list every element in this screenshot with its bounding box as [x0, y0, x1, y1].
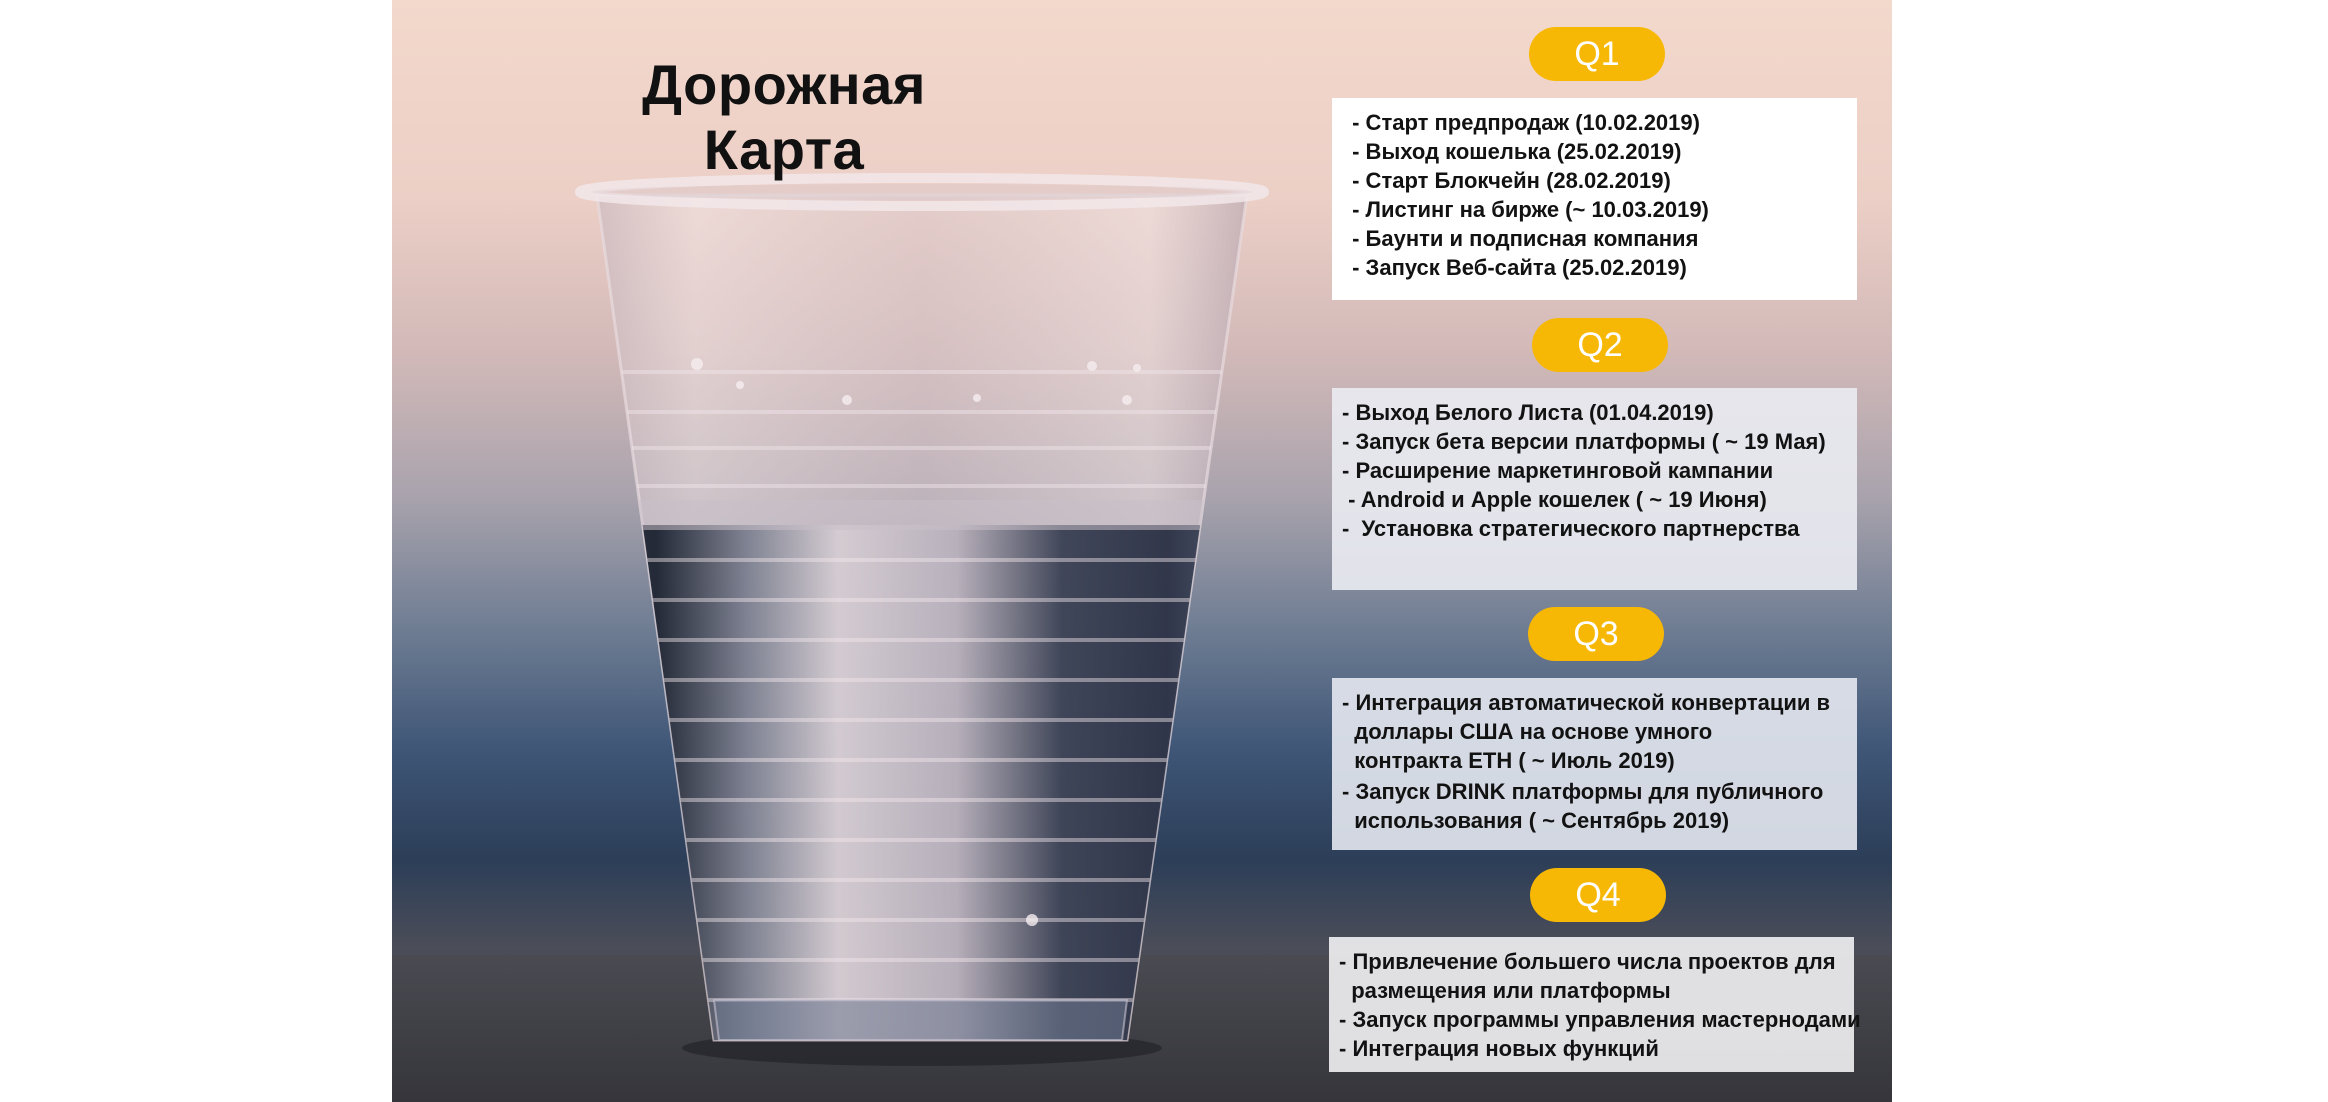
- list-item: - Запуск DRINK платформы для публичного: [1342, 779, 1824, 804]
- list-item: размещения или платформы: [1339, 978, 1671, 1003]
- list-item: - Выход кошелька (25.02.2019): [1346, 139, 1682, 164]
- list-item: - Android и Apple кошелек ( ~ 19 Июня): [1342, 487, 1767, 512]
- page-title: Дорожная Карта: [642, 53, 926, 181]
- list-item: - Интеграция новых функций: [1339, 1036, 1659, 1061]
- q4-badge: Q4: [1530, 868, 1666, 922]
- list-item: - Выход Белого Листа (01.04.2019): [1342, 400, 1714, 425]
- list-item: - Интеграция автоматической конвертации в: [1342, 690, 1831, 715]
- list-item: - Листинг на бирже (~ 10.03.2019): [1346, 197, 1709, 222]
- list-item: - Старт Блокчейн (28.02.2019): [1346, 168, 1671, 193]
- list-item: - Запуск бета версии платформы ( ~ 19 Мая): [1342, 429, 1826, 454]
- q2-milestones: [1332, 388, 1857, 590]
- q1-milestones: [1332, 98, 1857, 300]
- q4-milestones: [1329, 937, 1861, 1072]
- list-item: - Запуск Веб-сайта (25.02.2019): [1346, 255, 1687, 280]
- list-item: - Запуск программы управления мастернодами: [1339, 1007, 1861, 1032]
- list-item: контракта ETH ( ~ Июль 2019): [1342, 748, 1675, 773]
- list-item: - Привлечение большего числа проектов для: [1339, 949, 1836, 974]
- q3-badge: Q3: [1528, 607, 1664, 661]
- list-item: - Установка стратегического партнерства: [1342, 516, 1800, 541]
- list-item: использования ( ~ Сентябрь 2019): [1342, 808, 1730, 833]
- q2-badge: Q2: [1532, 318, 1668, 372]
- roadmap-slide: [392, 0, 1892, 1102]
- list-item: - Расширение маркетинговой кампании: [1342, 458, 1774, 483]
- list-item: доллары США на основе умного: [1342, 719, 1713, 744]
- list-item: - Старт предпродаж (10.02.2019): [1346, 110, 1700, 135]
- q3-milestones: [1332, 678, 1857, 850]
- list-item: - Баунти и подписная компания: [1346, 226, 1699, 251]
- q1-badge: Q1: [1529, 27, 1665, 81]
